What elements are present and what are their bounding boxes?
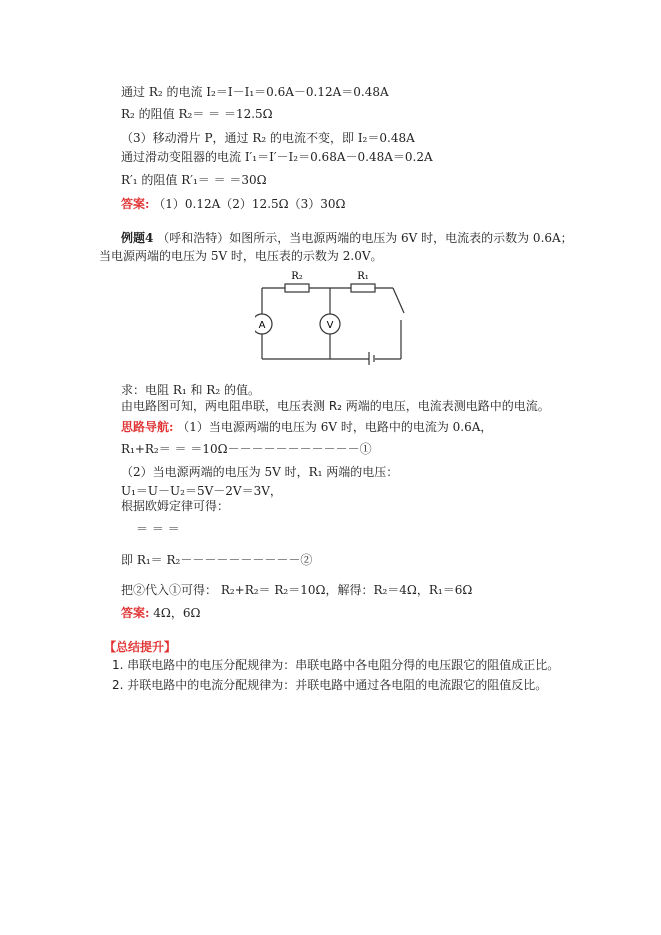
r2-label: R₂: [291, 271, 303, 282]
answer-label: 答案:: [121, 606, 150, 620]
r1-label: R₁: [357, 271, 369, 282]
resistor-r2: [285, 284, 309, 292]
equation-line: ＝ ＝ ＝: [136, 522, 180, 536]
text-line: （2）当电源两端的电压为 5V 时，R₁ 两端的电压：: [121, 465, 399, 479]
answer-label: 答案:: [121, 197, 150, 211]
example-label: 例题4: [121, 231, 154, 245]
ammeter-label: A: [258, 320, 266, 331]
text-line: R′₁ 的阻值 R′₁＝ ＝ ＝30Ω: [121, 173, 267, 187]
text-line: 通过 R₂ 的电流 I₂＝I－I₁＝0.6A－0.12A＝0.48A: [121, 85, 389, 99]
answer-text: （1）0.12A（2）12.5Ω（3）30Ω: [153, 197, 346, 211]
equation-line: R₁+R₂＝ ＝ ＝10Ω－－－－－－－－－－－①: [121, 442, 372, 456]
equation-line: U₁＝U－U₂＝5V－2V＝3V，: [121, 484, 282, 498]
example-text: （呼和浩特）如图所示，当电源两端的电压为 6V 时，电流表的示数为 0.6A；: [157, 231, 573, 245]
text-line: 根据欧姆定律可得：: [121, 499, 230, 513]
text-line: R₂ 的阻值 R₂＝ ＝ ＝12.5Ω: [121, 107, 273, 121]
circuit-diagram: [255, 268, 415, 368]
text-line: 当电源两端的电压为 5V 时，电压表的示数为 2.0V。: [99, 249, 383, 263]
resistor-r1: [351, 284, 375, 292]
summary-item: 2. 并联电路中的电流分配规律为：并联电路中通过各电阻的电流跟它的阻值反比。: [112, 678, 548, 692]
switch-icon: [393, 288, 404, 313]
hint-text: （1）当电源两端的电压为 6V 时，电路中的电流为 0.6A，: [177, 420, 493, 434]
hint-label: 思路导航:: [121, 420, 174, 434]
answer-text: 4Ω，6Ω: [153, 606, 201, 620]
equation-line: 把②代入①可得： R₂+R₂＝ R₂＝10Ω，解得：R₂＝4Ω，R₁＝6Ω: [121, 583, 473, 597]
text-line: 通过滑动变阻器的电流 I′₁＝I′－I₂＝0.68A－0.48A＝0.2A: [121, 150, 433, 164]
summary-item: 1. 串联电路中的电压分配规律为：串联电路中各电阻分得的电压跟它的阻值成正比。: [112, 658, 560, 672]
text-line: （3）移动滑片 P，通过 R₂ 的电流不变，即 I₂＝0.48A: [121, 131, 415, 145]
text-line: 由电路图可知，两电阻串联，电压表测 R₂ 两端的电压，电流表测电路中的电流。: [121, 399, 550, 413]
voltmeter-label: V: [326, 320, 334, 331]
text-line: 求：电阻 R₁ 和 R₂ 的值。: [121, 383, 260, 397]
summary-title: 【总结提升】: [104, 640, 177, 654]
equation-line: 即 R₁＝ R₂－－－－－－－－－－②: [121, 553, 313, 567]
